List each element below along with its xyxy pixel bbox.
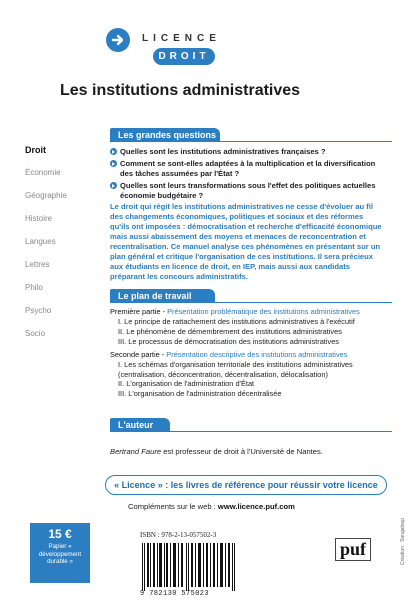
isbn: ISBN : 978-2-13-057502-3	[140, 531, 217, 539]
author-header: L'auteur	[110, 418, 170, 432]
publisher-logo: puf	[335, 538, 371, 561]
bullet-arrow-icon	[110, 148, 117, 155]
author-text: Bertrand Faure est professeur de droit à l'Université de Nantes.	[110, 447, 323, 456]
summary-paragraph: Le droit qui régit les institutions administratives ne cesse d'évoluer au fil des changements économiques, politiques et sociaux et des réformes qu'ils ont imposées : démocratisation et recherche d'efficacité économique mais aussi abaissement des moyens et menaces de reconcentration et recentralisation. Ce manuel analyse ces phénomènes en présentant sur un plan général et critique l'organisation de ces institutions. Il sera précieux aux étudiants en licence de droit, en IEP, mais aussi aux candidats préparant les concours administratifs.	[110, 202, 382, 281]
subject-histoire: Histoire	[25, 214, 53, 223]
author-rule	[110, 431, 392, 432]
questions-rule	[110, 141, 392, 142]
plan-item: III. Le processus de démocratisation des institutions administratives	[118, 337, 340, 346]
plan-header: Le plan de travail	[110, 289, 215, 303]
brand-licence: LICENCE	[142, 33, 221, 44]
subject-sidebar	[25, 145, 105, 352]
question-item: Quelles sont leurs transformations sous l'effet des politiques actuelles économie budgétaire ?	[110, 181, 382, 201]
plan-item: II. Le phénomène de démembrement des institutions administratives	[118, 327, 342, 336]
price-box	[30, 523, 90, 583]
bullet-arrow-icon	[110, 182, 117, 189]
subject-langues: Langues	[25, 237, 56, 246]
web-link[interactable]: www.licence.puf.com	[217, 502, 295, 511]
part-one-heading: Première partie - Présentation problématique des institutions administratives	[110, 307, 360, 316]
subject-lettres: Lettres	[25, 260, 50, 269]
plan-item: III. L'organisation de l'administration décentralisée	[118, 389, 282, 398]
subject-geographie: Géographie	[25, 191, 67, 200]
question-item: Quelles sont les institutions administratives françaises ?	[110, 147, 382, 157]
author-name: Bertrand Faure	[110, 447, 162, 456]
bullet-arrow-icon	[110, 160, 117, 167]
plan-item: I. Le principe de rattachement des institutions administratives à l'exécutif	[118, 317, 355, 326]
series-slogan: « Licence » : les livres de référence pour réussir votre licence	[105, 475, 387, 495]
barcode	[140, 543, 236, 591]
subject-economie: Économie	[25, 168, 61, 177]
questions-header: Les grandes questions	[110, 128, 220, 142]
plan-item: II. L'organisation de l'administration d'État	[118, 379, 255, 388]
brand-arrow-icon	[106, 28, 130, 52]
plan-item: I. Les schémas d'organisation territoriale des institutions administratives (centralisation, déconcentration, décentralisation, délocalisation)	[118, 360, 353, 379]
question-item: Comment se sont-elles adaptées à la multiplication et la diversification des tâches assumées par l'État ?	[110, 159, 382, 179]
web-complements: Compléments sur le web : www.licence.puf.com	[128, 502, 295, 511]
subject-droit: Droit	[25, 145, 46, 155]
subject-philo: Philo	[25, 283, 43, 292]
design-credit: Création : Sangaloop	[400, 518, 406, 565]
barcode-number: 9 782130 575023	[140, 590, 210, 598]
subject-psycho: Psycho	[25, 306, 52, 315]
paper-note: Papier « développement durable »	[38, 543, 82, 565]
price: 15 €	[48, 527, 72, 541]
book-title: Les institutions administratives	[60, 82, 301, 99]
subject-socio: Socio	[25, 329, 46, 338]
part-two-heading: Seconde partie - Présentation descriptive des institutions administratives	[110, 350, 348, 359]
plan-rule	[110, 302, 392, 303]
brand-droit-badge: DROIT	[153, 48, 215, 65]
